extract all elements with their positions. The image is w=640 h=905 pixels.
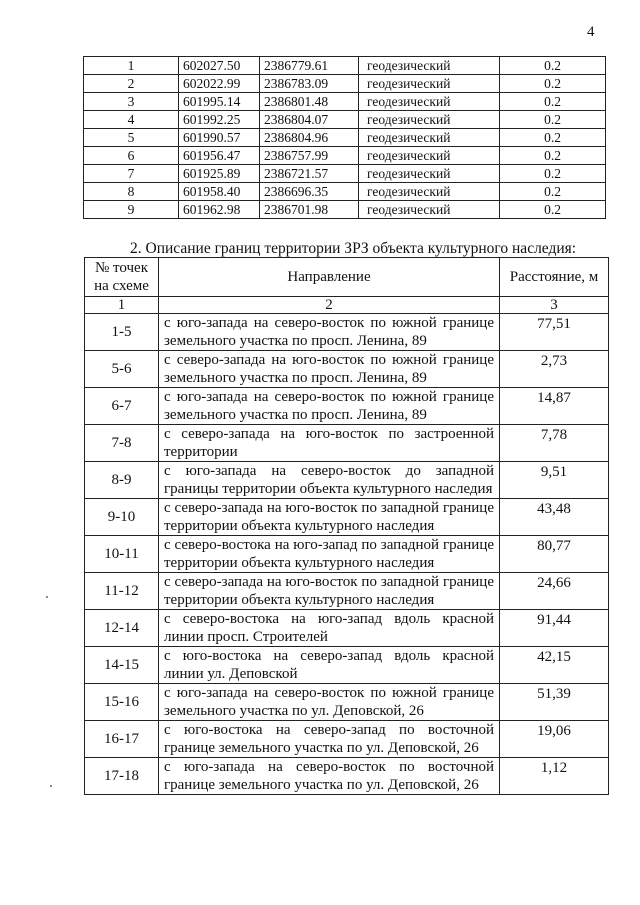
table-row (85, 758, 609, 795)
table-row (85, 721, 609, 758)
distance-cell: 77,51 (500, 314, 609, 351)
points-cell: 1-5 (85, 314, 159, 351)
points-cell: 16-17 (85, 721, 159, 758)
page-number: 4 (587, 24, 595, 40)
table-row (84, 165, 606, 183)
table-header-row (85, 258, 609, 297)
table-row (85, 573, 609, 610)
coord-y-cell: 2386757.99 (260, 147, 359, 165)
accuracy-cell: 0.2 (500, 129, 606, 147)
direction-cell: с юго-востока на северо-запад вдоль красной линии ул. Деповской (159, 647, 500, 684)
coord-x-cell: 601990.57 (179, 129, 260, 147)
coord-y-cell: 2386779.61 (260, 57, 359, 75)
distance-cell: 19,06 (500, 721, 609, 758)
point-number-cell: 2 (84, 75, 179, 93)
accuracy-cell: 0.2 (500, 57, 606, 75)
distance-cell: 91,44 (500, 610, 609, 647)
point-number-cell: 9 (84, 201, 179, 219)
distance-cell: 2,73 (500, 351, 609, 388)
coord-x-cell: 601995.14 (179, 93, 260, 111)
direction-cell: с северо-востока на юго-запад вдоль красной линии просп. Строителей (159, 610, 500, 647)
direction-cell: с северо-запада на юго-восток по застроенной территории (159, 425, 500, 462)
point-number-cell: 7 (84, 165, 179, 183)
column-index-1: 1 (85, 297, 159, 314)
scan-speck (46, 596, 48, 598)
coord-x-cell: 601958.40 (179, 183, 260, 201)
points-cell: 14-15 (85, 647, 159, 684)
header-distance: Расстояние, м (500, 258, 609, 297)
distance-cell: 42,15 (500, 647, 609, 684)
direction-cell: с северо-запада на юго-восток по западной границе территории объекта культурного наследия (159, 573, 500, 610)
point-number-cell: 3 (84, 93, 179, 111)
direction-cell: с юго-запада на северо-восток по восточной границе земельного участка по ул. Деповской, 26 (159, 758, 500, 795)
column-index-row (85, 297, 609, 314)
method-cell: геодезический (359, 201, 500, 219)
points-cell: 7-8 (85, 425, 159, 462)
point-number-cell: 4 (84, 111, 179, 129)
accuracy-cell: 0.2 (500, 93, 606, 111)
method-cell: геодезический (359, 129, 500, 147)
points-cell: 11-12 (85, 573, 159, 610)
point-number-cell: 8 (84, 183, 179, 201)
coord-y-cell: 2386721.57 (260, 165, 359, 183)
table-row (84, 93, 606, 111)
direction-cell: с северо-запада на юго-восток по западной границе территории объекта культурного наследия (159, 499, 500, 536)
points-cell: 8-9 (85, 462, 159, 499)
table-row (85, 462, 609, 499)
direction-cell: с северо-запада на юго-восток по южной границе земельного участка по просп. Ленина, 89 (159, 351, 500, 388)
coord-y-cell: 2386804.07 (260, 111, 359, 129)
header-points: № точек на схеме (85, 258, 159, 297)
distance-cell: 80,77 (500, 536, 609, 573)
method-cell: геодезический (359, 183, 500, 201)
points-cell: 17-18 (85, 758, 159, 795)
accuracy-cell: 0.2 (500, 147, 606, 165)
table-row (85, 499, 609, 536)
points-coordinates-table (83, 56, 606, 219)
table-row (85, 684, 609, 721)
table-row (85, 647, 609, 684)
table-row (85, 314, 609, 351)
header-direction: Направление (159, 258, 500, 297)
method-cell: геодезический (359, 57, 500, 75)
coord-x-cell: 601925.89 (179, 165, 260, 183)
direction-cell: с юго-запада на северо-восток по южной границе земельного участка по просп. Ленина, 89 (159, 314, 500, 351)
point-number-cell: 1 (84, 57, 179, 75)
distance-cell: 7,78 (500, 425, 609, 462)
table-row (85, 388, 609, 425)
direction-cell: с юго-запада на северо-восток по южной границе земельного участка по просп. Ленина, 89 (159, 388, 500, 425)
coord-y-cell: 2386701.98 (260, 201, 359, 219)
table-row (84, 111, 606, 129)
table-row (84, 147, 606, 165)
points-cell: 12-14 (85, 610, 159, 647)
points-cell: 9-10 (85, 499, 159, 536)
points-cell: 15-16 (85, 684, 159, 721)
distance-cell: 14,87 (500, 388, 609, 425)
point-number-cell: 6 (84, 147, 179, 165)
accuracy-cell: 0.2 (500, 183, 606, 201)
boundary-description-table (84, 257, 609, 795)
coord-y-cell: 2386804.96 (260, 129, 359, 147)
coord-x-cell: 602027.50 (179, 57, 260, 75)
section-title: 2. Описание границ территории ЗРЗ объекта культурного наследия: (130, 240, 577, 257)
table-row (85, 425, 609, 462)
distance-cell: 1,12 (500, 758, 609, 795)
table-row (84, 57, 606, 75)
distance-cell: 51,39 (500, 684, 609, 721)
table-row (85, 536, 609, 573)
table-row (84, 201, 606, 219)
method-cell: геодезический (359, 75, 500, 93)
accuracy-cell: 0.2 (500, 75, 606, 93)
distance-cell: 9,51 (500, 462, 609, 499)
coord-x-cell: 602022.99 (179, 75, 260, 93)
accuracy-cell: 0.2 (500, 111, 606, 129)
coord-x-cell: 601956.47 (179, 147, 260, 165)
method-cell: геодезический (359, 147, 500, 165)
coord-y-cell: 2386696.35 (260, 183, 359, 201)
table-row (84, 75, 606, 93)
points-cell: 10-11 (85, 536, 159, 573)
coord-x-cell: 601992.25 (179, 111, 260, 129)
distance-cell: 24,66 (500, 573, 609, 610)
accuracy-cell: 0.2 (500, 201, 606, 219)
direction-cell: с юго-запада на северо-восток по южной границе земельного участка по ул. Деповской, 26 (159, 684, 500, 721)
table-row (85, 610, 609, 647)
coord-x-cell: 601962.98 (179, 201, 260, 219)
method-cell: геодезический (359, 93, 500, 111)
direction-cell: с юго-востока на северо-запад по восточной границе земельного участка по ул. Деповской, 26 (159, 721, 500, 758)
direction-cell: с юго-запада на северо-восток до западной границы территории объекта культурного наследия (159, 462, 500, 499)
table-row (85, 351, 609, 388)
coord-y-cell: 2386783.09 (260, 75, 359, 93)
point-number-cell: 5 (84, 129, 179, 147)
distance-cell: 43,48 (500, 499, 609, 536)
method-cell: геодезический (359, 165, 500, 183)
points-cell: 6-7 (85, 388, 159, 425)
direction-cell: с северо-востока на юго-запад по западной границе территории объекта культурного наследия (159, 536, 500, 573)
table-row (84, 129, 606, 147)
column-index-2: 2 (159, 297, 500, 314)
method-cell: геодезический (359, 111, 500, 129)
accuracy-cell: 0.2 (500, 165, 606, 183)
table-row (84, 183, 606, 201)
scan-speck (50, 785, 52, 787)
column-index-3: 3 (500, 297, 609, 314)
coord-y-cell: 2386801.48 (260, 93, 359, 111)
points-cell: 5-6 (85, 351, 159, 388)
